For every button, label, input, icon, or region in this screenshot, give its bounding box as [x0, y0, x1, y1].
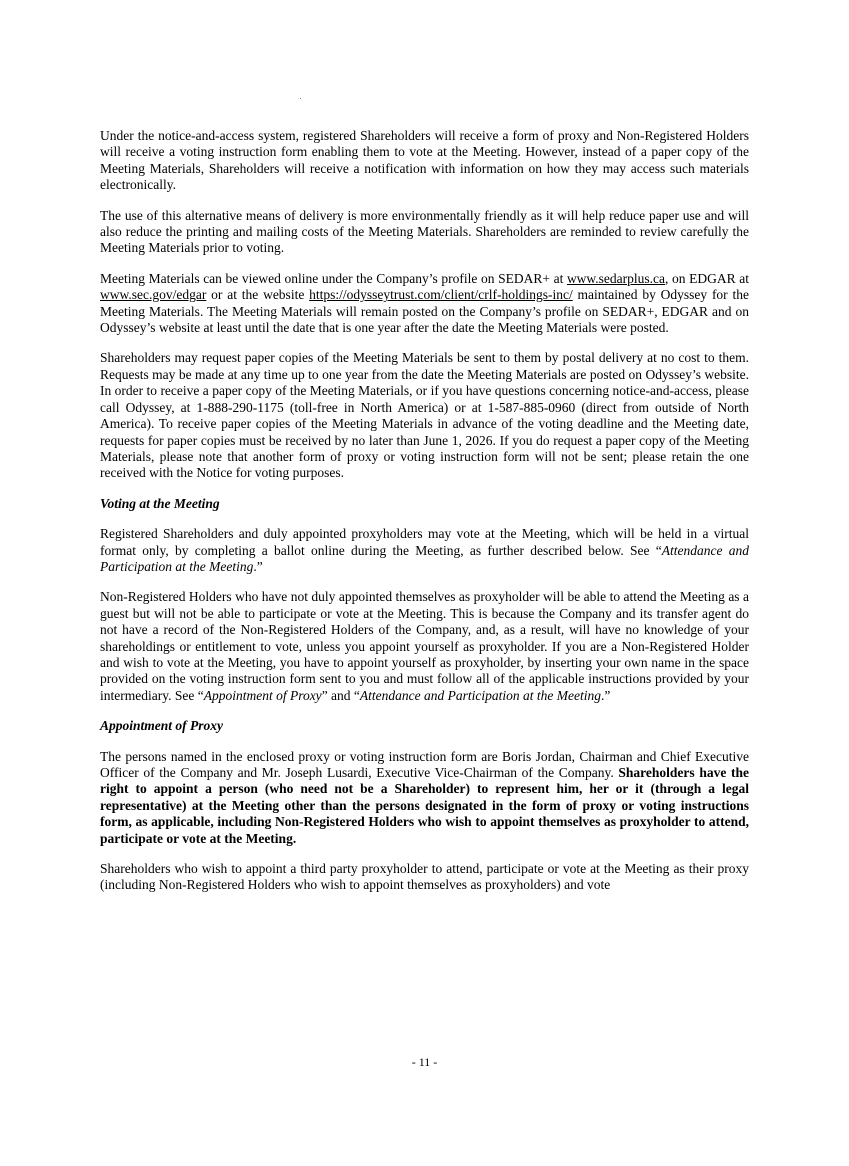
reference-attendance: Attendance and Participation at the Meeting: [100, 542, 749, 574]
reference-attendance: Attendance and Participation at the Meeting: [359, 687, 601, 703]
scan-speck: [300, 98, 301, 99]
paragraph-environmental: The use of this alternative means of delivery is more environmentally friendly as it will help reduce paper use and will also reduce the printing and mailing costs of the Meeting Materials. Shareholders are reminded to review carefully the Meeting Materials prior to voting.: [100, 207, 749, 256]
page-number: - 11 -: [411, 1055, 438, 1069]
heading-voting-at-meeting: Voting at the Meeting: [100, 495, 220, 511]
heading-appointment-of-proxy: Appointment of Proxy: [100, 718, 224, 734]
odyssey-link[interactable]: https://odysseytrust.com/client/crlf-holdings-inc/: [309, 287, 573, 303]
bold-right-to-appoint: Shareholders have the right to appoint a person (who need not be a Shareholder) to represent him, her or it (through a legal representative) at the Meeting other than the persons designated in the form of proxy or voting instructions form, as applicable, including Non-Registered Holders who wish to appoint themselves as proxyholder to attend, participate or vote at the Meeting.: [100, 765, 749, 846]
paragraph-persons-named: The persons named in the enclosed proxy or voting instruction form are Boris Jordan, Chairman and Chief Executive Officer of the Company and Mr. Joseph Lusardi, Executive Vice-Chairman of the Company. Shareholders have the right to appoint a person (who need not be a Shareholder) to represent him, her or it (through a legal representative) at the Meeting other than the persons designated in the form of proxy or voting instructions form, as applicable, including Non-Registered Holders who wish to appoint themselves as proxyholder to attend, participate or vote at the Meeting.: [100, 748, 749, 846]
sedarplus-link[interactable]: www.sedarplus.ca: [566, 270, 666, 286]
document-body: [100, 128, 749, 894]
paragraph-registered-voting: Registered Shareholders and duly appointed proxyholders may vote at the Meeting, which will be held in a virtual format only, by completing a ballot online during the Meeting, as further described below. See “Attendance and Participation at the Meeting.”: [100, 526, 749, 574]
paragraph-third-party-proxy: Shareholders who wish to appoint a third party proxyholder to attend, participate or vote at the Meeting as their proxy (including Non-Registered Holders who wish to appoint themselves as proxyholders) and vote: [100, 861, 749, 893]
sec-edgar-link[interactable]: www.sec.gov/edgar: [100, 287, 207, 303]
paragraph-notice-and-access: Under the notice-and-access system, registered Shareholders will receive a form of proxy and Non-Registered Holders will receive a voting instruction form enabling them to vote at the Meeting. However, instead of a paper copy of the Meeting Materials, Shareholders will receive a notification with information on how they may access such materials electronically.: [100, 128, 749, 193]
paragraph-online-access: Meeting Materials can be viewed online under the Company’s profile on SEDAR+ at www.sedarplus.ca, on EDGAR at www.sec.gov/edgar or at the website https://odysseytrust.com/client/crlf-holdings-inc/ maintained by Odyssey for the Meeting Materials. The Meeting Materials will remain posted on the Company’s profile on SEDAR+, EDGAR and on Odyssey’s website at least until the date that is one year after the date the Meeting Materials were posted.: [100, 270, 749, 336]
paragraph-paper-copies: Shareholders may request paper copies of the Meeting Materials be sent to them by postal delivery at no cost to them. Requests may be made at any time up to one year from the date the Meeting Materials are posted on Odyssey’s website. In order to receive a paper copy of the Meeting Materials, or if you have questions concerning notice-and-access, please call Odyssey, at 1-888-290-1175 (toll-free in North America) or at 1-587-885-0960 (direct from outside of North America). To receive paper copies of the Meeting Materials in advance of the voting deadline and the Meeting date, requests for paper copies must be received by no later than June 1, 2026. If you do request a paper copy of the Meeting Materials, please note that another form of proxy or voting instruction form will not be sent; please retain the one received with the Notice for voting purposes.: [100, 350, 749, 481]
reference-appointment: Appointment of Proxy: [203, 687, 322, 703]
paragraph-non-registered-voting: Non-Registered Holders who have not duly appointed themselves as proxyholder will be able to attend the Meeting as a guest but will not be able to participate or vote at the Meeting. This is because the Company and its transfer agent do not have a record of the Non-Registered Holders of the Company, and, as a result, will have no knowledge of your shareholdings or entitlement to vote, unless you appoint yourself as proxyholder. If you are a Non-Registered Holder and wish to vote at the Meeting, you have to appoint yourself as proxyholder, by inserting your own name in the space provided on the voting instruction form sent to you and must follow all of the applicable instructions provided by your intermediary. See “Appointment of Proxy” and “Attendance and Participation at the Meeting.”: [100, 589, 749, 703]
